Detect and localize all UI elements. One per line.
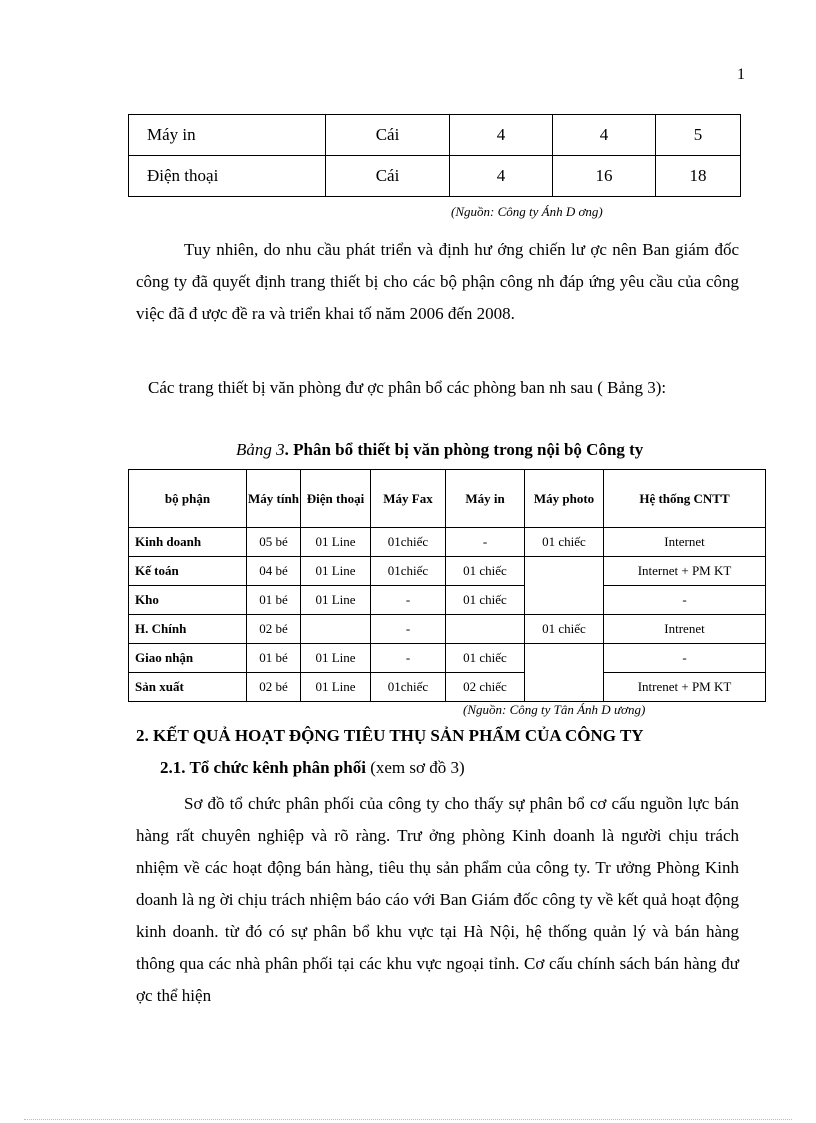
table-header-row xyxy=(129,470,766,528)
dept-cell: H. Chính xyxy=(129,615,247,644)
table-cell: 4 xyxy=(450,156,553,197)
paragraph-2: Các trang thiết bị văn phòng đư ợc phân bổ các phòng ban nh sau ( Bảng 3): xyxy=(148,378,667,397)
table-cell: Intrenet + PM KT xyxy=(604,673,766,702)
table-cell: Internet xyxy=(604,528,766,557)
table-cell: Cái xyxy=(326,115,450,156)
page-number: 1 xyxy=(737,66,745,83)
table-cell: - xyxy=(371,586,446,615)
table-cell: 05 bé xyxy=(247,528,301,557)
table-cell: - xyxy=(604,586,766,615)
caption-title: . Phân bổ thiết bị văn phòng trong nội bộ Công ty xyxy=(284,440,644,459)
column-header: Điện thoại xyxy=(301,470,371,528)
dept-cell: Kế toán xyxy=(129,557,247,586)
table-cell: 16 xyxy=(553,156,656,197)
table-row xyxy=(129,644,766,673)
table-cell: 01chiếc xyxy=(371,673,446,702)
page-bottom-border xyxy=(24,1119,792,1120)
table-cell: 4 xyxy=(450,115,553,156)
table-cell: 01 Line xyxy=(301,644,371,673)
table-cell: 01 chiếc xyxy=(525,615,604,644)
table-row xyxy=(129,586,766,615)
table-row xyxy=(129,673,766,702)
table-cell: Intrenet xyxy=(604,615,766,644)
section-heading: 2. KẾT QUẢ HOẠT ĐỘNG TIÊU THỤ SẢN PHẨM CỦA CÔNG TY xyxy=(136,726,644,745)
equipment-summary-table xyxy=(128,114,741,197)
table-cell: - xyxy=(604,644,766,673)
paragraph-1: Tuy nhiên, do nhu cầu phát triển và định hư ớng chiến lư ợc nên Ban giám đốc công ty đã quyết định trang thiết bị cho các bộ phận công nh đáp ứng yêu cầu của công việc đã đ ược đề ra và triển khai tố năm 2006 đến 2008. xyxy=(136,240,739,323)
table-cell: Điện thoại xyxy=(129,156,326,197)
column-header: Máy in xyxy=(446,470,525,528)
subsection-note: (xem sơ đồ 3) xyxy=(365,758,465,777)
table-cell: Cái xyxy=(326,156,450,197)
table-cell: 01 chiếc xyxy=(446,586,525,615)
subsection-title: 2.1. Tổ chức kênh phân phối xyxy=(160,758,366,777)
table-cell: 04 bé xyxy=(247,557,301,586)
dept-cell: Kinh doanh xyxy=(129,528,247,557)
table-row xyxy=(129,156,741,197)
subsection-heading xyxy=(160,758,465,778)
table-row xyxy=(129,615,766,644)
table-cell: 01 bé xyxy=(247,644,301,673)
paragraph-3: Sơ đồ tổ chức phân phối của công ty cho thấy sự phân bổ cơ cấu nguồn lực bán hàng rất chuyên nghiệp và rõ ràng. Trư ởng phòng Kinh doanh là người chịu trách nhiệm về các hoạt động bán hàng, tiêu thụ sản phẩm của công ty. Tr ưởng Phòng Kinh doanh là ng ời chịu trách nhiệm báo cáo với Ban Giám đốc công ty về kết quả hoạt động kinh doanh. từ đó có sự phân bổ khu vực tại Hà Nội, hệ thống quản lý và bán hàng thông qua các nhà phân phối tại các khu vực ngoại tỉnh. Cơ cấu chính sách bán hàng đư ợc thể hiện xyxy=(136,794,739,1005)
table-row xyxy=(129,528,766,557)
table-cell xyxy=(525,557,604,615)
table-cell: 02 bé xyxy=(247,615,301,644)
dept-cell: Sản xuất xyxy=(129,673,247,702)
column-header: bộ phận xyxy=(129,470,247,528)
table-cell: Máy in xyxy=(129,115,326,156)
table-row xyxy=(129,557,766,586)
column-header: Hệ thống CNTT xyxy=(604,470,766,528)
table-cell: - xyxy=(371,644,446,673)
table-cell: 01 chiếc xyxy=(446,644,525,673)
table-cell: 02 chiếc xyxy=(446,673,525,702)
column-header: Máy tính xyxy=(247,470,301,528)
table-cell: 01 Line xyxy=(301,673,371,702)
column-header: Máy Fax xyxy=(371,470,446,528)
column-header: Máy photo xyxy=(525,470,604,528)
table2-source: (Nguồn: Công ty Tân Ánh D ương) xyxy=(463,702,646,717)
table-cell: 02 bé xyxy=(247,673,301,702)
table-cell: 01 bé xyxy=(247,586,301,615)
table-cell: 01chiếc xyxy=(371,528,446,557)
table-cell: 01 Line xyxy=(301,528,371,557)
table-cell xyxy=(525,644,604,702)
dept-cell: Kho xyxy=(129,586,247,615)
table-cell: 18 xyxy=(656,156,741,197)
table-cell: 01 Line xyxy=(301,557,371,586)
table-cell: - xyxy=(371,615,446,644)
table-cell: 01 chiếc xyxy=(446,557,525,586)
caption-label: Bảng 3 xyxy=(236,440,285,459)
table-cell: 4 xyxy=(553,115,656,156)
table1-source: (Nguồn: Công ty Ánh D ơng) xyxy=(451,204,603,219)
office-equipment-table xyxy=(128,469,766,702)
table-cell: - xyxy=(446,528,525,557)
table-cell: 01 chiếc xyxy=(525,528,604,557)
table-cell: 5 xyxy=(656,115,741,156)
dept-cell: Giao nhận xyxy=(129,644,247,673)
table2-caption xyxy=(236,440,643,460)
table-cell xyxy=(446,615,525,644)
table-cell xyxy=(301,615,371,644)
table-cell: 01chiếc xyxy=(371,557,446,586)
table-cell: 01 Line xyxy=(301,586,371,615)
table-cell: Internet + PM KT xyxy=(604,557,766,586)
table-row xyxy=(129,115,741,156)
